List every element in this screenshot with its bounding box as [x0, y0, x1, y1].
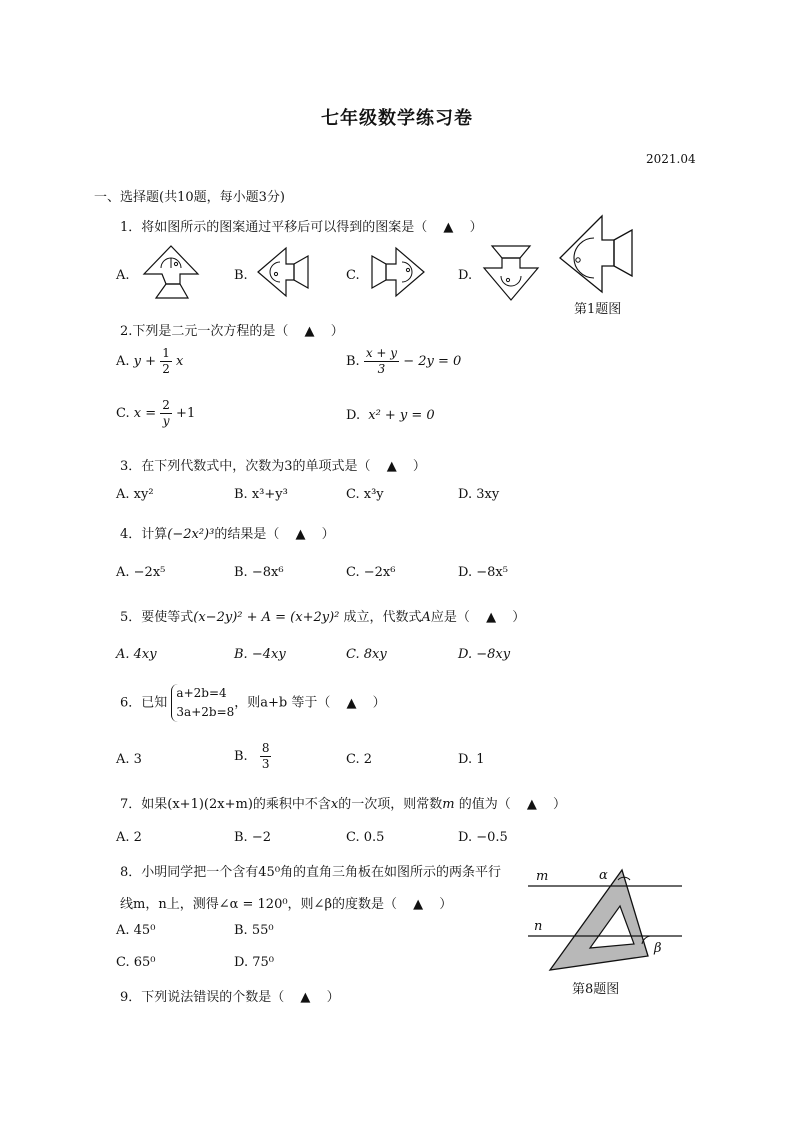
fraction-denominator: 3 — [377, 362, 386, 376]
answer-mark: ▲ — [413, 897, 424, 912]
q6-option-b — [234, 741, 271, 772]
answer-mark: ▲ — [295, 527, 306, 542]
question-1 — [120, 216, 483, 235]
q2-option-d-label: D. — [346, 408, 361, 423]
q2-option-c-fraction — [160, 398, 172, 429]
answer-mark: ▲ — [386, 459, 397, 474]
q2-option-a-label: A. — [116, 354, 130, 369]
q2-option-b-label: B. — [346, 354, 360, 369]
question-5-close: ） — [512, 610, 526, 625]
label-alpha: α — [599, 868, 608, 883]
question-9-close: ） — [326, 990, 340, 1005]
q8-option-a: A. 45⁰ — [116, 923, 156, 938]
fraction-denominator: 3 — [261, 757, 270, 771]
q7-option-c: C. 0.5 — [346, 830, 385, 845]
q7-option-a: A. 2 — [116, 830, 142, 845]
question-3 — [120, 455, 426, 474]
label-beta: β — [654, 941, 662, 956]
question-8-text: 线m，n上，测得∠α = 120⁰，则∠β的度数是（ — [120, 897, 397, 912]
question-4-text2: 的结果是（ — [214, 527, 280, 542]
q2-option-d — [346, 408, 435, 423]
question-2-close: ） — [330, 324, 344, 339]
question-3-text: 3．在下列代数式中，次数为3的单项式是（ — [120, 459, 371, 474]
fraction-numerator: 2 — [162, 398, 170, 412]
q8-option-c: C. 65⁰ — [116, 955, 156, 970]
q3-option-c: C. x³y — [346, 487, 384, 502]
question-2 — [120, 320, 344, 339]
question-4-text: 4．计算 — [120, 527, 168, 542]
q8-option-b: B. 55⁰ — [234, 923, 274, 938]
q5-option-b: B. −4xy — [234, 647, 286, 662]
fraction-numerator: 8 — [261, 741, 270, 755]
question-2-text: 2.下列是二元一次方程的是（ — [120, 324, 289, 339]
question-5-expr: (x−2y)² + A = (x+2y)² — [193, 610, 340, 625]
q2-option-a-var: x — [175, 354, 184, 369]
q5-option-d: D. −8xy — [458, 647, 511, 662]
fish-down-figure — [478, 242, 544, 304]
q6-option-c: C. 2 — [346, 752, 373, 767]
q2-option-c — [116, 398, 195, 429]
question-6 — [120, 684, 386, 722]
question-5-text2: 成立，代数式 — [343, 610, 422, 625]
q2-option-b — [346, 346, 461, 377]
exam-date: 2021.04 — [646, 152, 696, 166]
question-7-close: ） — [553, 797, 567, 812]
q3-option-a: A. xy² — [116, 487, 154, 502]
answer-mark: ▲ — [486, 610, 497, 625]
q3-option-b: B. x³+y³ — [234, 487, 288, 502]
page-title: 七年级数学练习卷 — [321, 108, 473, 129]
question-8-close: ） — [439, 897, 453, 912]
q4-option-a: A. −2x⁵ — [116, 565, 166, 580]
q2-option-c-label: C. — [116, 406, 130, 421]
question-1-close: ） — [469, 220, 483, 235]
question-5-text: 5．要使等式 — [120, 610, 194, 625]
question-4-close: ） — [321, 527, 335, 542]
q8-option-d: D. 75⁰ — [234, 955, 274, 970]
question-9 — [120, 986, 340, 1005]
q2-option-c-rest: +1 — [176, 406, 196, 421]
q1-option-a-label: A. — [116, 268, 130, 283]
q2-option-c-expr: x = — [133, 406, 157, 421]
answer-mark: ▲ — [300, 990, 311, 1005]
q2-option-a-fraction — [160, 346, 172, 377]
label-n: n — [534, 919, 543, 934]
question-5-text3: 应是（ — [430, 610, 470, 625]
fish-up-figure — [136, 242, 206, 304]
question-6-close: ） — [372, 695, 386, 711]
figure-8-caption: 第8题图 — [572, 982, 620, 997]
q6-option-d: D. 1 — [458, 752, 485, 767]
question-9-text: 9．下列说法错误的个数是（ — [120, 990, 285, 1005]
question-8-line-1: 8．小明同学把一个含有45⁰角的直角三角板在如图所示的两条平行 — [120, 865, 502, 880]
fraction-numerator: 1 — [162, 346, 170, 360]
q4-option-d: D. −8x⁵ — [458, 565, 508, 580]
question-6-text2: ，则a+b 等于（ — [234, 695, 331, 711]
fish-left-figure — [254, 244, 314, 300]
question-7 — [120, 793, 566, 812]
q3-option-d: D. 3xy — [458, 487, 500, 502]
q2-option-b-rest: − 2y = 0 — [403, 354, 462, 369]
section-heading: 一、选择题(共10题，每小题3分) — [94, 190, 285, 205]
equation-2: 3a+2b=8 — [176, 705, 235, 719]
answer-mark: ▲ — [443, 220, 454, 235]
question-7-var2: m — [442, 797, 455, 812]
equation-system — [171, 684, 234, 722]
answer-mark: ▲ — [304, 324, 315, 339]
question-4-expr: (−2x²)³ — [167, 527, 215, 542]
answer-mark: ▲ — [526, 797, 537, 812]
q5-option-c: C. 8xy — [346, 647, 387, 662]
question-4 — [120, 523, 335, 542]
label-m: m — [536, 869, 549, 884]
q4-option-b: B. −8x⁶ — [234, 565, 284, 580]
question-7-text4: 的值为（ — [458, 797, 511, 812]
parallel-lines-triangle-figure — [524, 860, 684, 976]
fraction-numerator: x + y — [365, 346, 398, 360]
question-3-close: ） — [412, 459, 426, 474]
q6-option-a: A. 3 — [116, 752, 142, 767]
q2-option-a — [116, 346, 183, 377]
question-8-line-2 — [120, 893, 452, 912]
q2-option-a-expr: y + — [133, 354, 157, 369]
question-5 — [120, 606, 525, 625]
reference-fish-figure — [556, 212, 638, 298]
question-7-text: 7．如果 — [120, 797, 168, 812]
q2-option-d-expr: x² + y = 0 — [368, 408, 435, 423]
q2-option-b-fraction — [364, 346, 399, 377]
question-7-text3: 的一次项，则常数 — [338, 797, 443, 812]
q1-option-b-label: B. — [234, 268, 248, 283]
fraction-denominator: 2 — [162, 362, 170, 376]
question-7-text2: 的乘积中不含 — [252, 797, 331, 812]
q4-option-c: C. −2x⁶ — [346, 565, 396, 580]
question-1-text: 1．将如图所示的图案通过平移后可以得到的图案是（ — [120, 220, 428, 235]
equation-1: a+2b=4 — [176, 686, 227, 700]
figure-1-caption: 第1题图 — [574, 302, 622, 317]
q7-option-b: B. −2 — [234, 830, 271, 845]
q6-option-b-fraction — [260, 741, 272, 772]
answer-mark: ▲ — [346, 695, 357, 711]
q5-option-a: A. 4xy — [116, 647, 157, 662]
question-5-var: A — [421, 610, 431, 625]
fraction-denominator: y — [162, 414, 170, 428]
q1-option-d-label: D. — [458, 268, 473, 283]
q6-option-b-label: B. — [234, 749, 248, 764]
question-6-text: 6．已知 — [120, 695, 168, 711]
question-7-var: x — [330, 797, 339, 812]
question-7-expr: (x+1)(2x+m) — [167, 797, 253, 812]
q7-option-d: D. −0.5 — [458, 830, 508, 845]
q1-option-c-label: C. — [346, 268, 360, 283]
fish-right-figure — [366, 244, 428, 300]
